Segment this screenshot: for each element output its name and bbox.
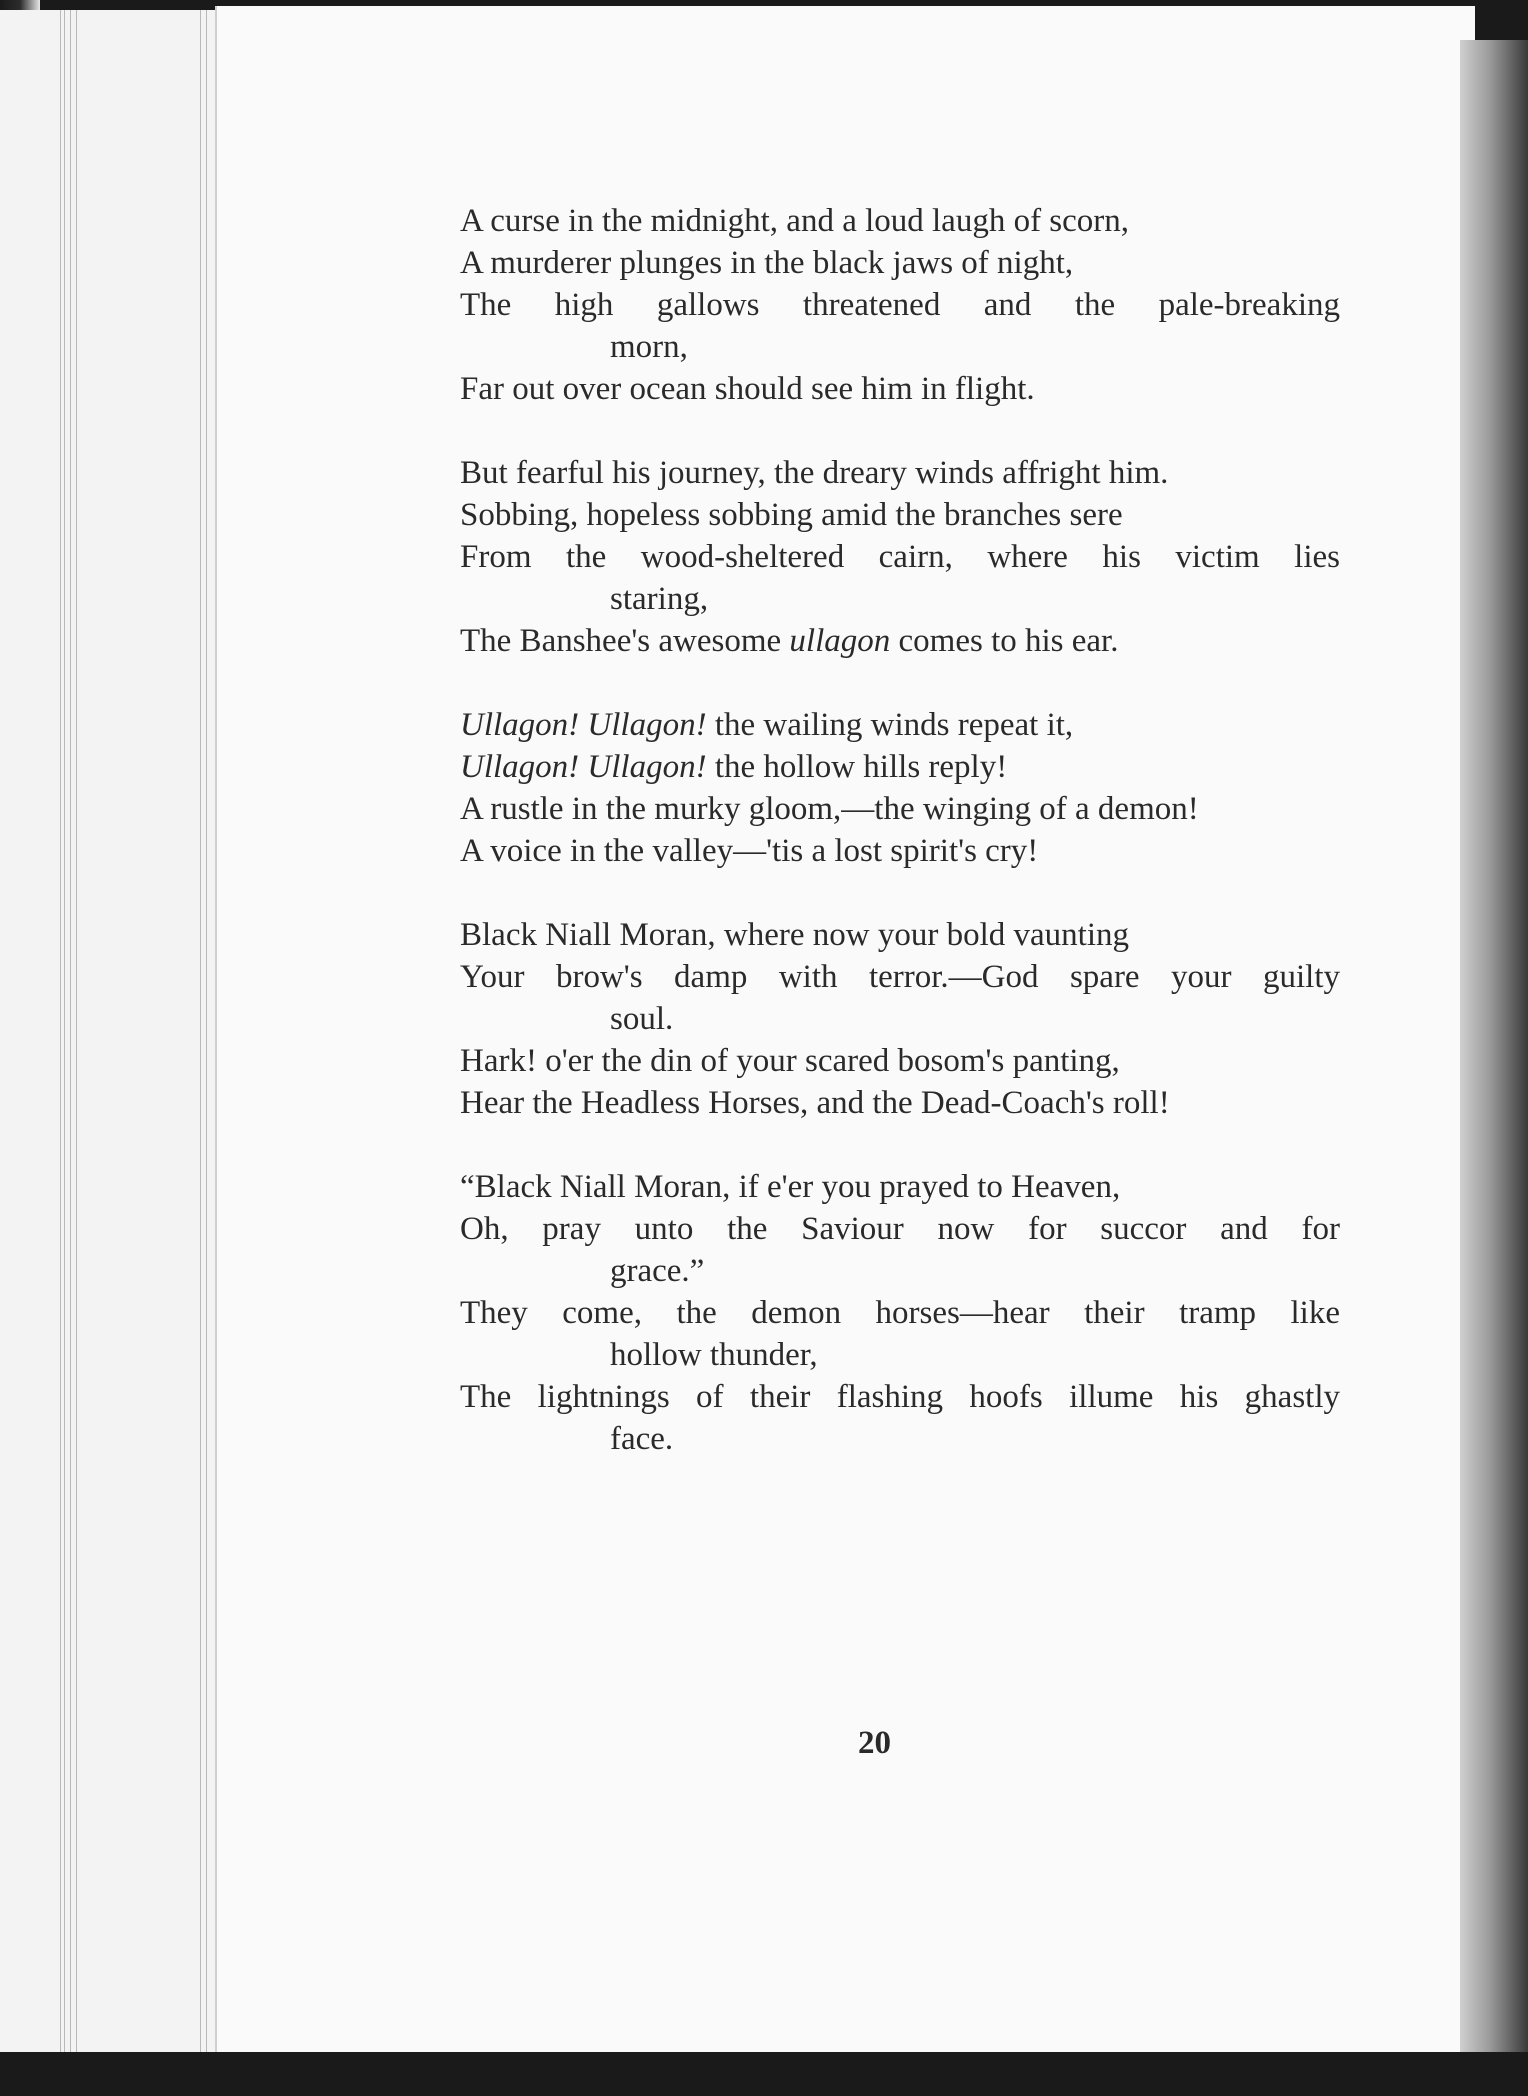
poem-line-continuation: face.	[610, 1421, 674, 1457]
stanza-4	[460, 914, 1360, 1124]
poem-text: the hollow hills reply!	[714, 749, 1008, 785]
poem-line: Far out over ocean should see him in flight.	[460, 371, 1035, 407]
poem-line: Hear the Headless Horses, and the Dead-Coach's roll!	[460, 1085, 1170, 1121]
poem-line: A voice in the valley—'tis a lost spirit's cry!	[460, 833, 1039, 869]
page-gutter-shadow	[1460, 40, 1528, 2052]
poem-line: The lightnings of their flashing hoofs illume his ghastly	[460, 1379, 1340, 1415]
poem-line: A murderer plunges in the black jaws of night,	[460, 245, 1074, 281]
stanza-5	[460, 1166, 1360, 1460]
poem-line-continuation: soul.	[610, 1001, 674, 1037]
poem-line-continuation: morn,	[610, 329, 688, 365]
poem-line-continuation: grace.”	[610, 1253, 705, 1289]
poem-line: Black Niall Moran, where now your bold vaunting	[460, 917, 1130, 953]
poem-body	[460, 200, 1360, 1502]
poem-line: The high gallows threatened and the pale-breaking	[460, 287, 1340, 323]
poem-line: A rustle in the murky gloom,—the winging of a demon!	[460, 791, 1199, 827]
poem-text: The Banshee's awesome	[460, 623, 782, 659]
poem-line: Oh, pray unto the Saviour now for succor and for	[460, 1211, 1340, 1247]
poem-line-continuation: staring,	[610, 581, 709, 617]
poem-line-continuation: hollow thunder,	[610, 1337, 818, 1373]
poem-line: Sobbing, hopeless sobbing amid the branches sere	[460, 497, 1123, 533]
page-number: 20	[858, 1725, 891, 1761]
poem-italic-word: Ullagon! Ullagon!	[460, 749, 707, 785]
stanza-1	[460, 200, 1360, 410]
stanza-3	[460, 704, 1360, 872]
poem-line	[460, 620, 1360, 662]
poem-line: But fearful his journey, the dreary winds affright him.	[460, 455, 1169, 491]
poem-line: They come, the demon horses—hear their tramp like	[460, 1295, 1340, 1331]
poem-line: From the wood-sheltered cairn, where his victim lies	[460, 539, 1340, 575]
poem-line: A curse in the midnight, and a loud laugh of scorn,	[460, 203, 1130, 239]
scan-bottom-border	[0, 2052, 1528, 2096]
poem-italic-word: Ullagon! Ullagon!	[460, 707, 707, 743]
poem-line: “Black Niall Moran, if e'er you prayed to Heaven,	[460, 1169, 1121, 1205]
poem-line	[460, 746, 1360, 788]
poem-text: comes to his ear.	[898, 623, 1119, 659]
page-stack-edge	[0, 10, 216, 2062]
poem-line: Your brow's damp with terror.—God spare your guilty	[460, 959, 1340, 995]
stanza-2	[460, 452, 1360, 662]
poem-line	[460, 704, 1360, 746]
poem-text: the wailing winds repeat it,	[714, 707, 1074, 743]
poem-line: Hark! o'er the din of your scared bosom's panting,	[460, 1043, 1120, 1079]
poem-italic-word: ullagon	[789, 623, 891, 659]
